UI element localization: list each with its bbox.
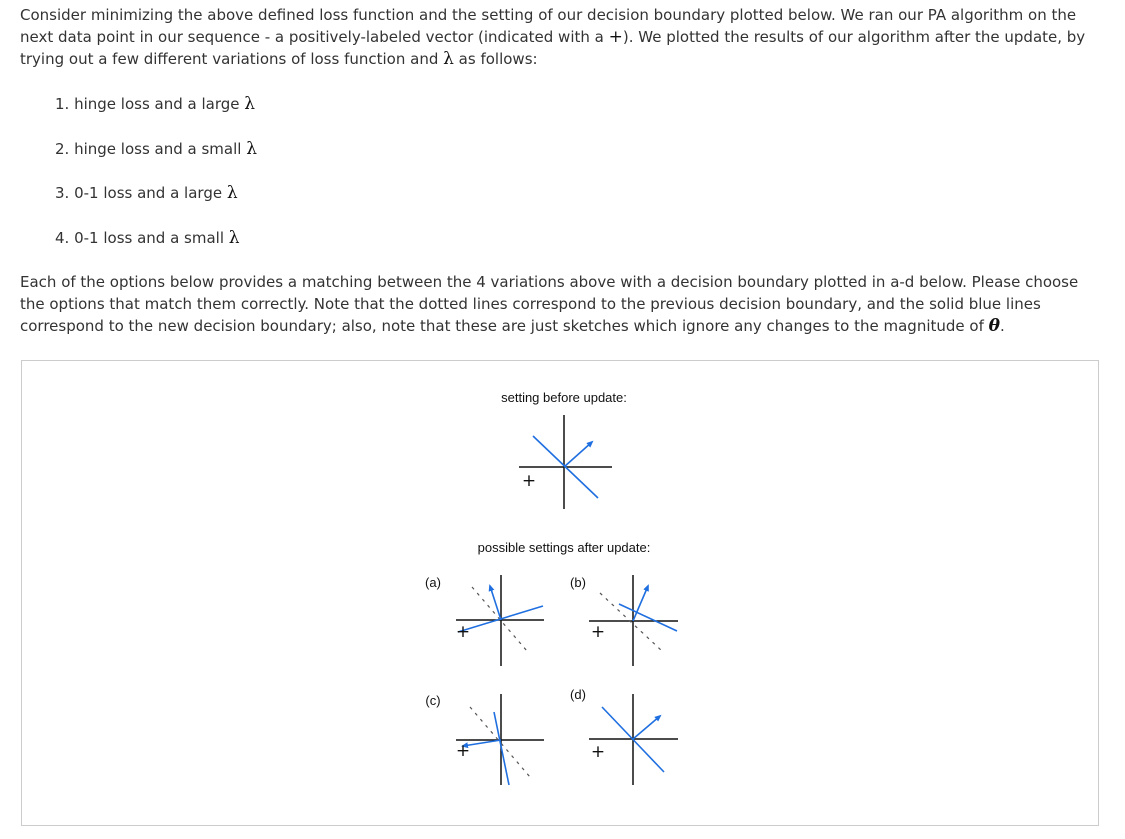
lambda-symbol: λ bbox=[246, 138, 257, 159]
list-item bbox=[55, 227, 257, 249]
panel-b bbox=[570, 575, 678, 666]
instructions-paragraph bbox=[20, 271, 1105, 337]
panel-label-c: (c) bbox=[425, 693, 441, 708]
instructions-end: . bbox=[999, 317, 1005, 335]
lambda-symbol: λ bbox=[443, 49, 454, 69]
previous-boundary bbox=[600, 593, 662, 651]
before-update-diagram bbox=[519, 415, 612, 509]
item-text: hinge loss and a small bbox=[74, 139, 242, 158]
after-update-title: possible settings after update: bbox=[477, 540, 651, 555]
plus-symbol: + bbox=[608, 27, 623, 47]
plus-marker: + bbox=[521, 471, 537, 491]
plus-marker: + bbox=[455, 741, 471, 761]
variations-list bbox=[55, 93, 257, 249]
lambda-symbol: λ bbox=[226, 183, 238, 204]
panel-label-d: (d) bbox=[570, 687, 586, 702]
intro-text-2: ). We plotted the results of our algorithm after the update, by trying out a few different variations of loss function and bbox=[20, 28, 1086, 68]
item-number: 2. bbox=[55, 139, 70, 158]
lambda-symbol: λ bbox=[244, 94, 256, 114]
panel-d bbox=[570, 687, 678, 785]
plus-marker: + bbox=[590, 742, 606, 762]
plus-marker: + bbox=[590, 622, 606, 642]
lambda-symbol: λ bbox=[228, 228, 240, 249]
item-number: 3. bbox=[55, 184, 70, 203]
theta-vector bbox=[564, 442, 592, 467]
list-item bbox=[55, 138, 257, 160]
panel-a bbox=[425, 575, 544, 666]
item-text: hinge loss and a large bbox=[74, 95, 240, 113]
theta-vector bbox=[490, 586, 501, 620]
panel-label-a: (a) bbox=[425, 575, 441, 590]
list-item bbox=[55, 182, 257, 204]
item-text: 0-1 loss and a small bbox=[74, 229, 225, 248]
plus-marker: + bbox=[455, 622, 471, 642]
item-number: 1. bbox=[55, 95, 70, 113]
item-text: 0-1 loss and a large bbox=[74, 184, 223, 203]
intro-paragraph bbox=[20, 4, 1105, 70]
decision-boundary-figure bbox=[22, 361, 1100, 827]
theta-vector bbox=[633, 716, 660, 739]
list-item bbox=[55, 93, 257, 115]
decision-boundary bbox=[619, 604, 677, 631]
before-update-title: setting before update: bbox=[501, 390, 627, 405]
item-number: 4. bbox=[55, 229, 70, 248]
figure-box bbox=[21, 360, 1099, 826]
panel-c bbox=[425, 693, 544, 785]
panel-label-b: (b) bbox=[570, 575, 586, 590]
intro-text-3: as follows: bbox=[453, 50, 538, 68]
instructions-text: Each of the options below provides a matching between the 4 variations above with a decision boundary plotted in a-d below. Please choose the options that match them correctly. Note that the dotted lines correspond to the previous decision boundary, and the solid blue lines correspond to the new decision boundary; also, note that these are just sketches which ignore any changes to the magnitude of bbox=[20, 273, 1079, 335]
intro-text: Consider minimizing the above defined loss function and the setting of our decision boundary plotted below. We ran our PA algorithm on the next data point in our sequence - a positively-labeled vector (indicated with a bbox=[20, 6, 1077, 46]
theta-symbol: θ bbox=[988, 316, 1000, 336]
